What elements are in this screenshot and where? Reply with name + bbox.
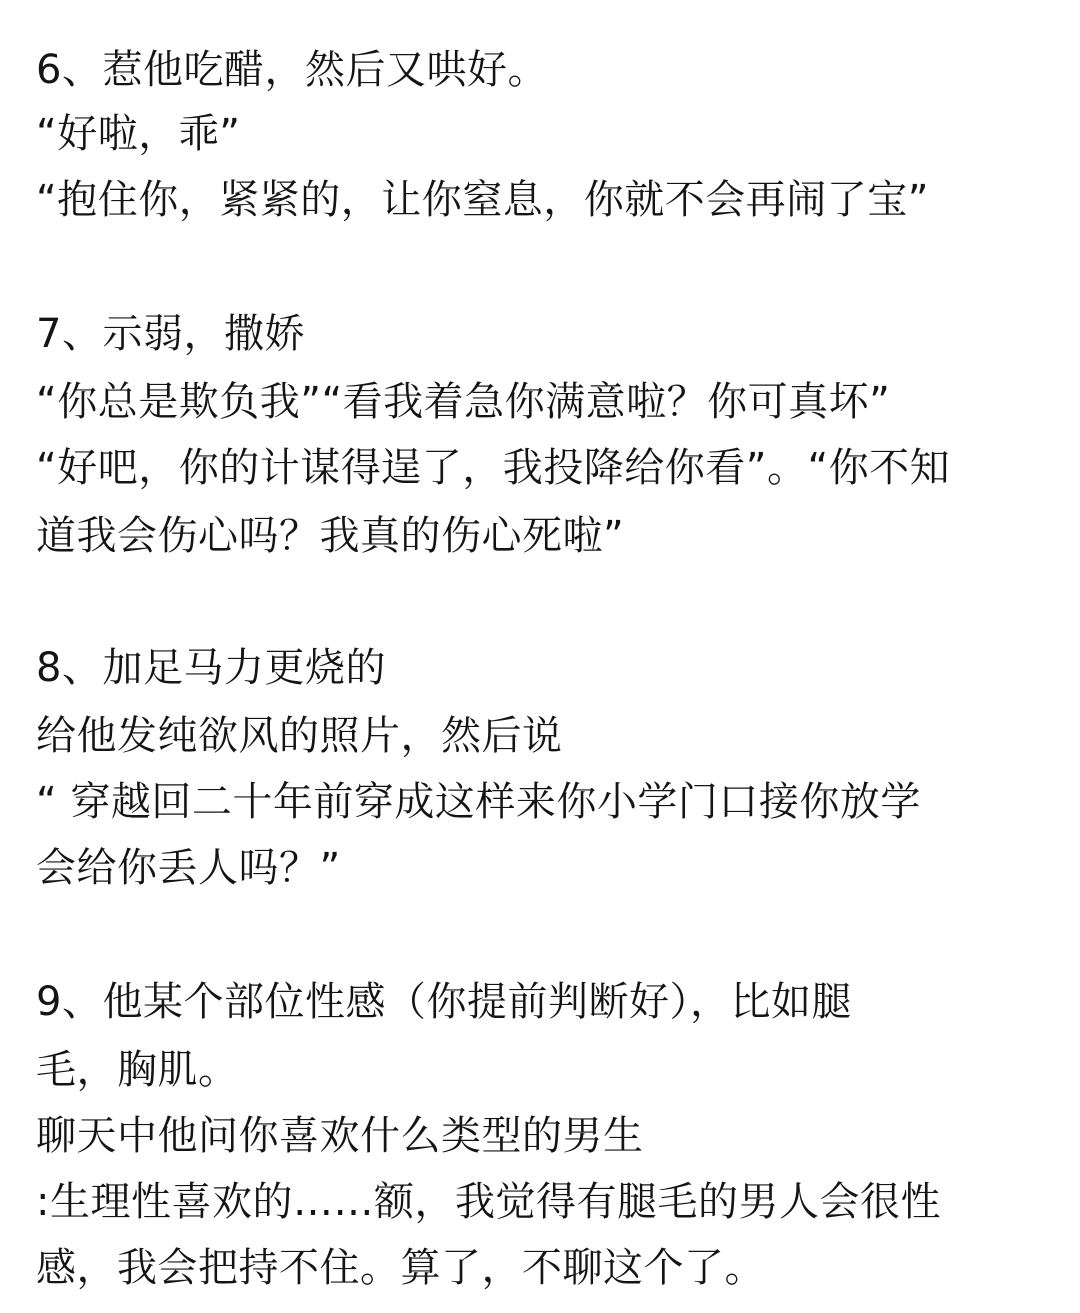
section-6-line-2: “抱住你，紧紧的，让你窒息，你就不会再闹了宝”	[36, 177, 929, 223]
section-9-line-3: :生理性喜欢的……额，我觉得有腿毛的男人会很性	[36, 1179, 941, 1225]
section-9-line-1: 毛，胸肌。	[36, 1047, 239, 1093]
section-8-line-2: “ 穿越回二十年前穿成这样来你小学门口接你放学	[36, 779, 921, 825]
section-9-line-2: 聊天中他问你喜欢什么类型的男生	[36, 1113, 644, 1159]
section-7-line-3: 道我会伤心吗？我真的伤心死啦”	[36, 513, 625, 559]
section-9-line-4: 感，我会把持不住。算了，不聊这个了。	[36, 1245, 765, 1291]
section-6-line-1: “好啦，乖”	[36, 111, 241, 157]
section-7-line-2: “好吧，你的计谋得逞了，我投降给你看”。“你不知	[36, 445, 951, 491]
section-8-heading: 8、加足马力更烧的	[36, 645, 386, 691]
section-8-line-1: 给他发纯欲风的照片，然后说	[36, 713, 563, 759]
section-7-line-1: “你总是欺负我”“看我着急你满意啦？你可真坏”	[36, 379, 891, 425]
section-9-heading: 9、他某个部位性感（你提前判断好），比如腿	[36, 979, 852, 1025]
section-8-line-3: 会给你丢人吗？”	[36, 845, 341, 891]
section-7-heading: 7、示弱，撒娇	[36, 311, 305, 357]
section-6-heading: 6、惹他吃醋，然后又哄好。	[36, 47, 548, 93]
